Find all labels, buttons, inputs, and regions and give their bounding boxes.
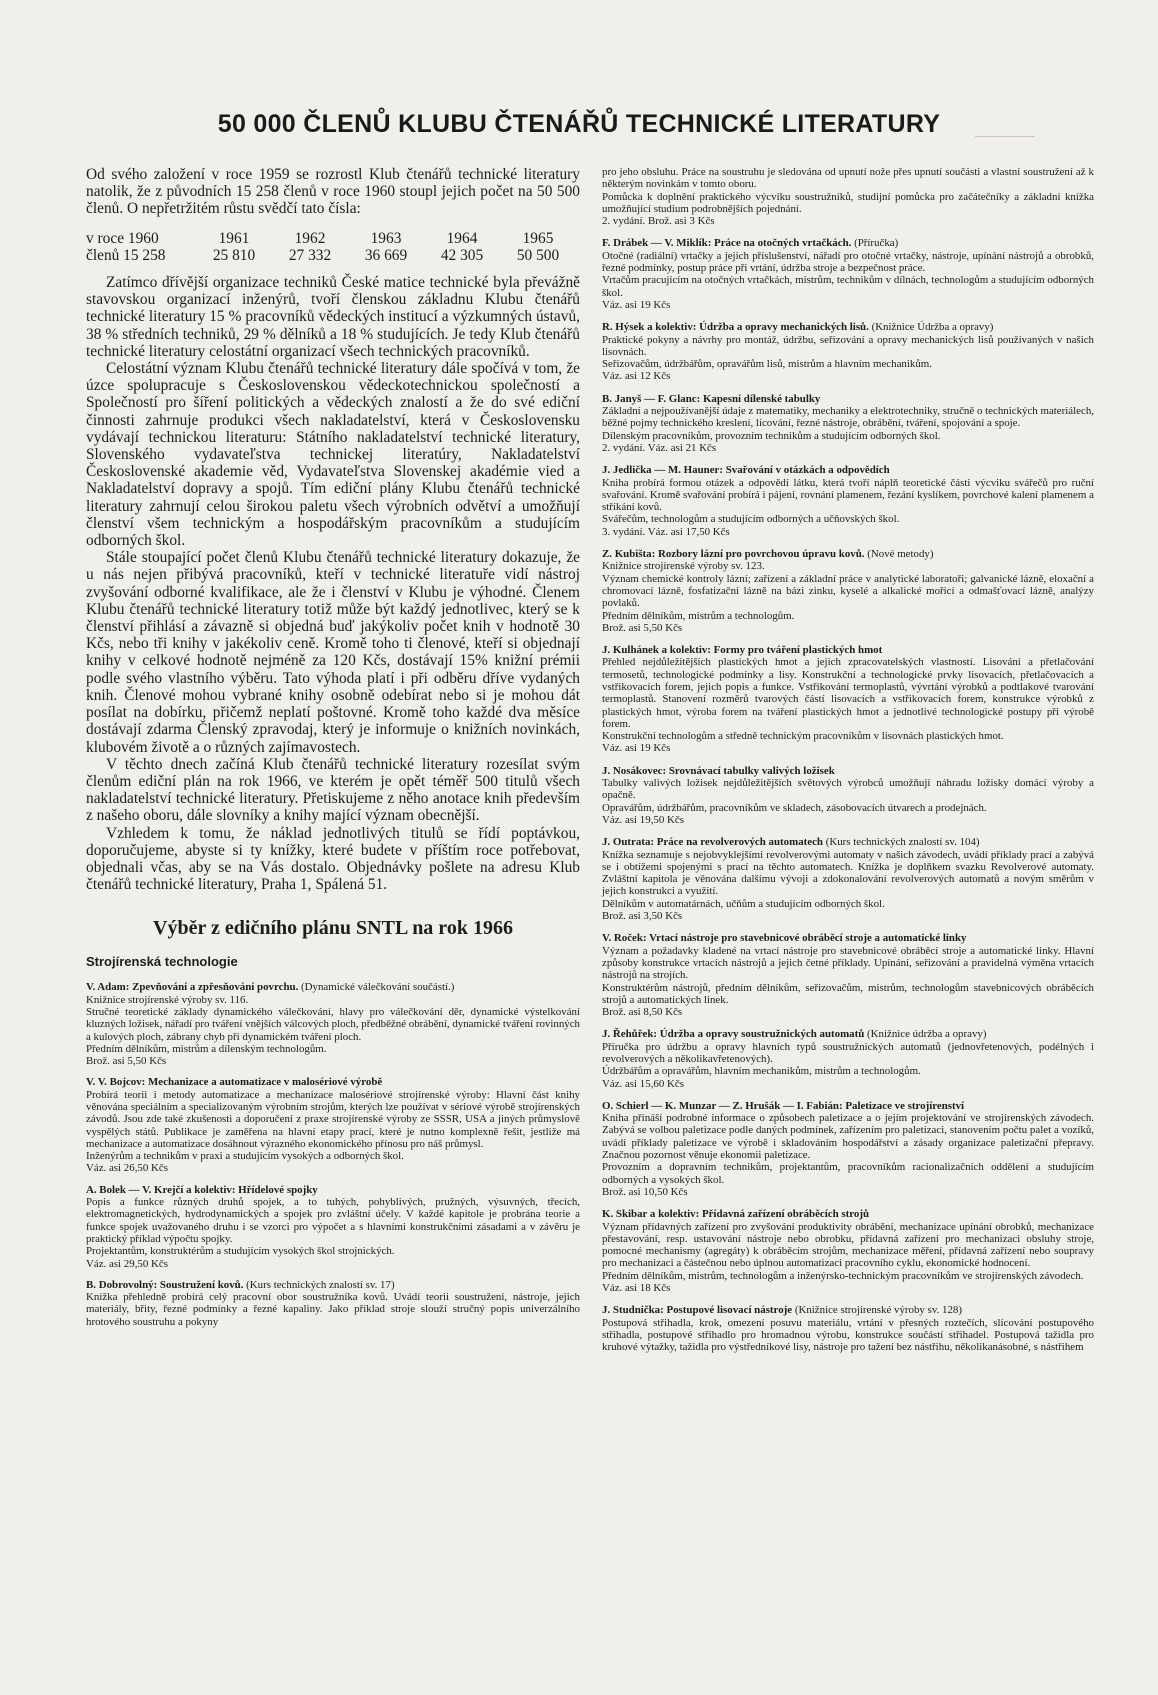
body-paragraph: Celostátní význam Klubu čtenářů technické literatury dále spočívá v tom, že úzce spolupracuje s Československou vědeckotechnickou společností a Společností pro šíření politických a vědeckých znalostí a že do své ediční činnosti zahrnuje produkci všech nakladatelství, která v Československu vydávají technickou literaturu: Státního nakladatelství technické literatury, Slovenského vydavateľstva technickej literatúry, Nakladatelství Československé akademie věd, Vydavateľstva Slovenskej akadémie vied a Nakladatelství dopravy a spojů. Tím ediční plány Klubu čtenářů technické literatury zahrnují celou širokou paletu všech výrobních odvětví a umožňují členství všem technickým a hospodářským pracovníkům a studujícím odborných škol. — [86, 360, 580, 550]
book-entry-line: Provozním a dopravním technikům, projektantům, pracovníkům racionalizačních oddělení a studujícím odborných a vysokých škol. — [602, 1161, 1094, 1186]
book-entry-line: Váz. asi 12 Kčs — [602, 370, 671, 383]
book-entry-line: Seřizovačům, údržbářům, opravářům lisů, mistrům a hlavním mechanikům. — [602, 358, 932, 371]
book-entry-line: Brož. asi 5,50 Kčs — [86, 1055, 167, 1068]
title-rule — [975, 136, 1035, 137]
right-entries-list — [602, 166, 1094, 1354]
book-entry-line: pro jeho obsluhu. Práce na soustruhu je sledována od upnutí nože přes upnutí součásti a vlastní soustružení až k některým novinkám v tomto oboru. — [602, 166, 1094, 191]
book-title: A. Bolek — V. Krejčí a kolektiv: Hřídelové spojky — [86, 1183, 318, 1196]
book-title: J. Studnička: Postupové lisovací nástroje — [602, 1304, 793, 1317]
book-entry-line: Předním dělníkům, mistrům, technologům a inženýrsko-technickým pracovníkům ve strojírenských závodech. — [602, 1269, 1084, 1282]
book-title: K. Skibar a kolektiv: Přídavná zařízení obráběcích strojů — [602, 1208, 870, 1221]
book-entry-line: Kniha probírá formou otázek a odpovědí látku, která tvoří náplň teoretické části výcviku svářečů pro ruční svařování. Kromě svařování probírá i pájení, rovnání plamenem, řezání kyslíkem, povrchové kalení plamenem a stříkání kovů. — [602, 476, 1094, 514]
page-title: 50 000 ČLENŮ KLUBU ČTENÁŘŮ TECHNICKÉ LITERATURY — [217, 110, 941, 138]
book-entry-line: Popis a funkce různých druhů spojek, a to tuhých, pohyblivých, pružných, výsuvných, třecích, elektromagnetických, hydrodynamických a spojek pro zvláštní účely. V každé kapitole je probrána teorie a funkce spojek uvažovaného druhu i se vzorci pro výpočet a s hlavními konstrukčními zásadami a v závěru je praktický příklad výpočtu spojky. — [86, 1196, 580, 1245]
book-entry-heading — [602, 765, 1094, 777]
membership-stats — [86, 230, 580, 264]
book-series-note: (Kurs technických znalostí sv. 104) — [823, 836, 980, 849]
book-entry — [602, 464, 1094, 538]
book-entry-heading — [602, 644, 1094, 656]
body-paragraph: Zatímco dřívější organizace techniků České matice technické byla převážně stavovskou organizací inženýrů, tvoří členskou základnu Klubu čtenářů technické literatury 15 % pracovníků vědeckých institucí a výzkumných ústavů, 38 % středních techniků, 29 % dělníků a 18 % studujících. Je tedy Klub čtenářů technické literatury celostátní organizací všech technických pracovníků. — [86, 274, 580, 360]
stats-years-label: v roce 1960 — [86, 229, 159, 247]
book-entry-line: Projektantům, konstruktérům a studujícím vysokých škol strojnických. — [86, 1245, 395, 1258]
book-entry-line: Knížka přehledně probírá celý pracovní obor soustružníka kovů. Uvádí teorii soustružení, nástroje, jejich materiály, břity, řezné podmínky a řezné kapaliny. Jako příklad stroje slouží stručný popis univerzálního hrotového soustruhu a pokyny — [86, 1291, 580, 1328]
book-entry-line: Váz. asi 19 Kčs — [602, 298, 671, 311]
book-entry — [86, 1076, 580, 1174]
book-entry — [602, 1304, 1094, 1353]
stats-members: 27 332 — [288, 246, 332, 264]
body-paragraph: V těchto dnech začíná Klub čtenářů technické literatury rozesílat svým členům ediční plán na rok 1966, ve kterém je opět téměř 500 titulů všech nakladatelství technické literatury. Přetiskujeme z něho anotace knih především z našeho oboru, dále slovníky a knihy mající význam obecnější. — [86, 755, 580, 825]
book-entry-line: Stručné teoretické základy dynamického válečkování, hlavy pro válečkování děr, dynamické výstelkování kluzných ložisek, nářadí pro tváření vnějších válcových ploch, předběžné obrábění, dynamické tváření rovinných a kulových ploch, zábrany chyb při dynamickém tváření ploch. — [86, 1005, 580, 1043]
intro-paragraph: Od svého založení v roce 1959 se rozrostl Klub čtenářů technické literatury natolik, že z původních 15 258 členů v roce 1960 stoupl jejich počet na 50 500 členů. O nepřetržitém růstu svědčí tato čísla: — [86, 166, 580, 218]
body-paragraph: Stále stoupající počet členů Klubu čtenářů technické literatury dokazuje, že u nás nejen přibývá pracovníků, kteří v technické literatuře vidí nástroj zvyšování odborné kvalifikace, ale že i členství v Klubu je výhodné. Členem Klubu čtenářů technické literatury totiž může být každý jednotlivec, který se k členství přihlásí a závazně si objedná buď jakýkoliv počet knih v hodnotě 30 Kčs, nebo tři knihy v jakékoliv ceně. Kromě toho ti členové, kteří si objednají knihy v celkové hodnotě nejméně za 120 Kčs, dostávají 15% knižní prémii podle svého vlastního výběru. Tato výhoda platí i při odběru dříve vydaných knih. Členové mohou vybrané knihy osobně odebírat nebo si je mohou dát posílat na dobírku, přičemž neplatí poštovné. Kromě toho každé dva měsíce dostávají zdarma Členský zpravodaj, který je informuje o knižních novinkách, klubovém životě a o různých zajímavostech. — [86, 549, 580, 756]
book-title: R. Hýsek a kolektiv: Údržba a opravy mechanických lisů. — [602, 321, 869, 334]
book-series-note: (Knižnice údržba a opravy) — [864, 1028, 987, 1041]
book-series-note: (Nové metody) — [864, 548, 934, 561]
book-entry — [86, 1184, 580, 1270]
book-entry-line: Váz. asi 19,50 Kčs — [602, 813, 684, 826]
book-entry — [602, 166, 1094, 227]
book-entry-line: Pomůcka k doplnění praktického výcviku soustružníků, studijní pomůcka pro začátečníky a základní knížka umožňující studium podrobnějších pojednání. — [602, 190, 1094, 215]
book-entry-line: Svářečům, technologům a studujícím odborných a učňovských škol. — [602, 513, 900, 526]
book-series-note: (Příručka) — [851, 237, 899, 250]
book-entry-heading — [602, 1028, 1094, 1040]
book-entry — [602, 1028, 1094, 1089]
book-entry-line: Význam přídavných zařízení pro zvyšování produktivity obrábění, mechanizace upínání obrobků, mechanizace přestavování, resp. ustavování nástroje nebo obrobku, přídavná zařízení pro mechanizaci obsluhy stroje, pomocné mechanismy (agregáty) k obráběcím strojům, mechanizace měření, přídavná zařízení nebo soupravy pro mechanizaci a částečnou nebo úplnou automatizaci pracovního cyklu, ekonomické hodnocení. — [602, 1220, 1094, 1270]
book-entry-line: Kniha přináší podrobné informace o způsobech paletizace a o jejím projektování ve strojírenských závodech. Zabývá se volbou paletizace podle daných podmínek, zařízením pro paletizaci, stanovením počtu palet a vozíků, uvádí příklady paletizace ve výrobě i skladováním hospodářství a zásady organizace paletizační přepravy. Značnou pozornost věnuje ekonomii paletizace. — [602, 1112, 1094, 1162]
book-series-note: (Knižnice strojírenské výroby sv. 128) — [792, 1304, 962, 1317]
book-entry — [602, 932, 1094, 1018]
stats-years-row — [86, 230, 580, 247]
book-entry — [602, 644, 1094, 755]
book-entry-line: Konstrukční technologům a středně technickým pracovníkům v lisovnách plastických hmot. — [602, 730, 1004, 743]
book-entry-line: Dílenským pracovníkům, provozním technikům a studujícím odborných škol. — [602, 429, 941, 442]
stats-members-row — [86, 247, 580, 264]
book-entry-line: Opravářům, údržbářům, pracovníkům ve skladech, zásobovacích útvarech a prodejnách. — [602, 801, 987, 814]
book-entry-heading — [602, 548, 1094, 560]
right-column — [602, 166, 1094, 1364]
book-entry-line: Inženýrům a technikům v praxi a studujícím vysokých a odborných škol. — [86, 1150, 404, 1163]
book-entry-line: Váz. asi 15,60 Kčs — [602, 1077, 684, 1090]
book-title: J. Kulhánek a kolektiv: Formy pro tváření plastických hmot — [602, 644, 883, 657]
book-entry-line: Váz. asi 29,50 Kčs — [86, 1257, 168, 1270]
book-title: V. Adam: Zpevňování a zpřesňování povrchu. — [86, 981, 299, 994]
book-entry-heading — [602, 237, 1094, 249]
book-entry-heading — [86, 1279, 580, 1291]
book-title: J. Nosákovec: Srovnávací tabulky valivých ložisek — [602, 764, 835, 777]
left-entries-list — [86, 981, 580, 1328]
book-entry-line: Knižnice strojírenské výroby sv. 116. — [86, 993, 249, 1006]
book-entry-line: Brož. asi 5,50 Kčs — [602, 621, 683, 634]
book-entry-line: Váz. asi 19 Kčs — [602, 742, 671, 755]
book-title: V. V. Bojcov: Mechanizace a automatizace v malosériové výrobě — [86, 1076, 383, 1089]
book-entry-heading — [86, 981, 580, 993]
book-entry-heading — [602, 836, 1094, 848]
book-entry-line: Váz. asi 18 Kčs — [602, 1282, 671, 1295]
book-entry-line: Základní a nejpoužívanější údaje z matematiky, mechaniky a elektrotechniky, stručně o technických materiálech, běžné pojmy technického kreslení, lícování, řezné nástroje, obrábění, tváření, spojování a spoje. — [602, 405, 1094, 430]
book-entry-line: Knížka seznamuje s nejobvyklejšími revolverovými automaty v našich závodech, uvádí příklady prací a zabývá se i obtížemi spojenými s prací na těchto automatech. Knížka je doplňkem svazku Revolverové automaty. Zvláštní kapitola je věnována dalšímu vývoji a zdokonalování revolverových automatů a novým směrům v jejich konstrukci a využití. — [602, 848, 1094, 898]
body-paragraph: Vzhledem k tomu, že náklad jednotlivých titulů se řídí poptávkou, doporučujeme, abyste si ty knížky, které budete v příštím roce potřebovat, objednali včas, aby se na Vás dostalo. Objednávky pošlete na adresu Klub čtenářů technické literatury, Praha 1, Spálená 51. — [86, 824, 580, 894]
stats-year: 1961 — [218, 229, 250, 247]
stats-year: 1962 — [294, 229, 326, 247]
stats-members: 42 305 — [440, 246, 484, 264]
book-entry-line: Význam chemické kontroly lázní; zařízení a základní práce v analytické laboratoři; galvanické lázně, eloxační a chromovací lázně, fosfatizační lázně na bázi zinku, kyselé a alkalické mořicí a odmašťovací lázně, analýzy povlaků. — [602, 572, 1094, 610]
stats-members-label: členů 15 258 — [86, 246, 166, 264]
book-entry — [602, 548, 1094, 634]
book-entry-line: Knižnice strojírenské výroby sv. 123. — [602, 560, 765, 573]
book-title: O. Schierl — K. Munzar — Z. Hrušák — I. Fabián: Paletizace ve strojírenství — [602, 1099, 965, 1112]
book-entry-line: Tabulky valivých ložisek nejdůležitějších světových výrobců umožňují náhradu ložisky domácí výroby a opačně. — [602, 777, 1094, 802]
book-title: J. Outrata: Práce na revolverových automatech — [602, 836, 823, 849]
stats-year: 1964 — [446, 229, 478, 247]
book-title: B. Janyš — F. Glanc: Kapesní dílenské tabulky — [602, 392, 821, 405]
book-entry-line: Přehled nejdůležitějších plastických hmot a jejich zpracovatelských vlastností. Lisování a přetlačování termosetů, technologické podmínky a lisy. Konstrukční a technologické prvky lisovacích, přetlačovacích a vstřikovacích forem, jejich popis a funkce. Vstřikování termoplastů, vývrtání výrobků a podtlakové tvarování termoplastů. Stanovení rozměrů tvarových částí lisovacích a vstřikovacích forem, konstrukce výrobků z plastických hmot, výroba forem na tváření plastických hmot a jednotlivé technologické postupy při výrobě forem. — [602, 656, 1094, 730]
book-entry-heading — [602, 1208, 1094, 1220]
stats-year: 1965 — [522, 229, 554, 247]
book-entry-line: Brož. asi 8,50 Kčs — [602, 1006, 683, 1019]
book-entry-line: Brož. asi 3,50 Kčs — [602, 910, 683, 923]
book-entry — [86, 981, 580, 1067]
book-entry-heading — [86, 1076, 580, 1088]
book-entry-line: Váz. asi 26,50 Kčs — [86, 1162, 168, 1175]
book-entry-line: Dělníkům v automatárnách, učňům a studujícím odborných škol. — [602, 897, 885, 910]
book-entry-line: 3. vydání. Váz. asi 17,50 Kčs — [602, 525, 730, 538]
book-entry-line: 2. vydání. Váz. asi 21 Kčs — [602, 441, 717, 454]
stats-members: 36 669 — [364, 246, 408, 264]
book-entry-heading — [602, 321, 1094, 333]
book-entry-line: Postupová střihadla, krok, omezení posuvu materiálu, vrtání v přesných roztečích, slícování postupového střihadla, postupové střihadlo pro hromadnou výrobu, konstrukce součástí střihadel. Postupová tažidla pro kruhové výtažky, tažidla pro výstředníkové lisy, nástroje pro tažení bez nástřihu, několikanásobné, s nástřihem — [602, 1316, 1094, 1354]
book-title: J. Jedlička — M. Hauner: Svařování v otázkách a odpovědích — [602, 464, 890, 477]
book-entry — [602, 1208, 1094, 1294]
plan-subtitle: Výběr z edičního plánu SNTL na rok 1966 — [153, 917, 513, 940]
book-entry — [602, 836, 1094, 922]
book-entry-line: Praktické pokyny a návrhy pro montáž, údržbu, seřizování a opravy mechanických lisů používaných v našich lisovnách. — [602, 333, 1094, 358]
book-entry-line: Otočné (radiální) vrtačky a jejich příslušenství, nářadí pro otočné vrtačky, nástroje, upínání nástrojů a obrobků, řezné podmínky, postup práce při vrtání, údržba stroje a bezpečnost práce. — [602, 249, 1094, 275]
book-entry-line: Význam a požadavky kladené na vrtací nástroje pro stavebnicové obráběcí stroje a automatické linky. Hlavní způsoby konstrukce vrtacích nástrojů a jejich četné příklady. Upínání, seřizování a pravidelná výměna vrtacích nástrojů na strojích. — [602, 944, 1094, 982]
book-title: B. Dobrovolný: Soustružení kovů. — [86, 1278, 244, 1291]
book-entry — [602, 237, 1094, 311]
left-column — [86, 166, 580, 1337]
book-series-note: (Dynamické válečkování součástí.) — [298, 981, 455, 994]
book-entry-heading — [86, 1184, 580, 1196]
book-entry-heading — [602, 1100, 1094, 1112]
book-entry — [86, 1279, 580, 1328]
book-entry-line: 2. vydání. Brož. asi 3 Kčs — [602, 215, 715, 228]
book-entry-line: Předním dělníkům, mistrům a technologům. — [602, 609, 795, 622]
section-title: Strojírenská technologie — [86, 954, 238, 970]
book-entry — [602, 321, 1094, 382]
stats-year: 1963 — [370, 229, 402, 247]
book-entry-heading — [602, 464, 1094, 476]
book-series-note: (Knižnice Údržba a opravy) — [868, 321, 994, 334]
book-title: F. Drábek — V. Miklík: Práce na otočných vrtačkách. — [602, 237, 852, 250]
book-entry — [602, 393, 1094, 454]
book-entry-heading — [602, 393, 1094, 405]
book-entry-heading — [602, 932, 1094, 944]
book-title: V. Roček: Vrtací nástroje pro stavebnicové obráběcí stroje a automatické linky — [602, 932, 967, 945]
book-entry-line: Brož. asi 10,50 Kčs — [602, 1185, 688, 1198]
book-title: Z. Kubišta: Rozbory lázní pro povrchovou úpravu kovů. — [602, 548, 865, 561]
book-entry — [602, 1100, 1094, 1198]
book-entry-line: Údržbářům a opravářům, hlavním mechanikům, mistrům a technologům. — [602, 1065, 921, 1078]
book-series-note: (Kurs technických znalostí sv. 17) — [243, 1278, 395, 1291]
book-entry-line: Vrtačům pracujícím na otočných vrtačkách, mistrům, technikům v dílnách, technologům a studujícím odborných škol. — [602, 274, 1094, 299]
stats-members: 25 810 — [212, 246, 256, 264]
book-title: J. Řehůřek: Údržba a opravy soustružnických automatů — [602, 1028, 865, 1041]
book-entry-line: Předním dělníkům, mistrům a dílenským technologům. — [86, 1042, 327, 1055]
stats-members: 50 500 — [516, 246, 560, 264]
book-entry-line: Příručka pro údržbu a opravy hlavních typů soustružnických automatů (jednovřetenových, podélných i revolverových a několikavřetenových). — [602, 1040, 1094, 1065]
book-entry-line: Probírá teorii i metody automatizace a mechanizace malosériové strojírenské výroby: Hlavní část knihy věnována speciálním a specializovaným výrobním strojům, kterých lze používat v sériové výrobě strojírenských závodů. Jsou zde také zkušenosti a doporučení z praxe strojírenské výroby ze SSSR, USA a jiných průmyslově vyspělých států. Publikace je zaměřena na hlavní etapy prací, které je nutno komplexně řešit, jestliže má mechanizace a automatizace dosáhnout výrazného ekonomického přínosu pro náš průmysl. — [86, 1088, 580, 1150]
book-entry-line: Konstruktérům nástrojů, předním dělníkům, seřizovačům, mistrům, technologům stavebnicových obráběcích strojů a automatických linek. — [602, 981, 1094, 1006]
book-entry — [602, 765, 1094, 826]
book-entry-heading — [602, 1304, 1094, 1316]
